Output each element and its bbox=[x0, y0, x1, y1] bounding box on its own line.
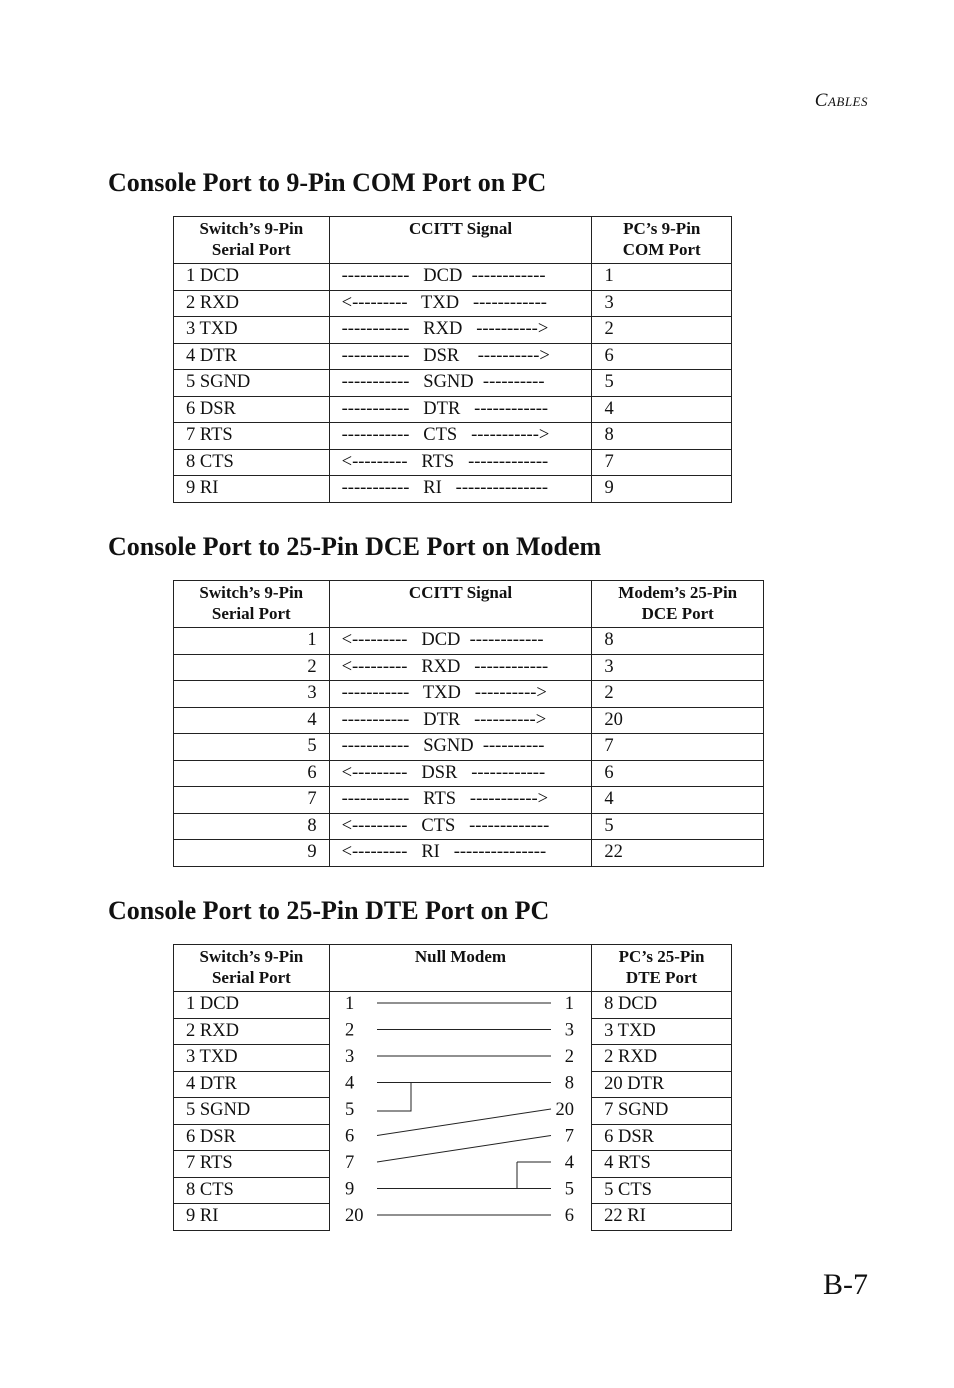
wire-4-loop-5 bbox=[377, 1083, 411, 1112]
running-header: Cables bbox=[814, 90, 868, 111]
pc-pin-cell: 5 CTS bbox=[592, 1177, 732, 1204]
null-modem-right-pin: 1 bbox=[564, 994, 574, 1014]
table-row bbox=[174, 707, 764, 734]
remote-pin-cell: 2 bbox=[592, 681, 764, 708]
null-modem-right-pin: 3 bbox=[564, 1020, 574, 1041]
switch-pin-cell: 7 RTS bbox=[174, 423, 330, 450]
page-number: B-7 bbox=[823, 1268, 868, 1301]
table-row bbox=[174, 734, 764, 761]
table-row bbox=[174, 449, 732, 476]
switch-pin-cell: 8 bbox=[174, 813, 330, 840]
remote-pin-cell: 4 bbox=[592, 787, 764, 814]
signal-cell: <--------- TXD ------------ bbox=[329, 290, 592, 317]
null-modem-wiring-diagram bbox=[331, 992, 590, 1230]
switch-pin-cell: 7 RTS bbox=[174, 1151, 330, 1178]
switch-pin-cell: 3 TXD bbox=[174, 1045, 330, 1072]
signal-cell: ----------- RI --------------- bbox=[329, 476, 592, 503]
switch-pin-cell: 1 DCD bbox=[174, 992, 330, 1019]
switch-pin-cell: 3 TXD bbox=[174, 317, 330, 344]
remote-pin-cell: 6 bbox=[592, 343, 732, 370]
signal-cell: <--------- DCD ------------ bbox=[329, 628, 592, 655]
signal-cell: ----------- SGND ---------- bbox=[329, 370, 592, 397]
switch-pin-cell: 9 bbox=[174, 840, 330, 867]
remote-pin-cell: 1 bbox=[592, 264, 732, 291]
switch-pin-cell: 4 bbox=[174, 707, 330, 734]
signal-cell: <--------- RTS ------------- bbox=[329, 449, 592, 476]
pc-pin-cell: 3 TXD bbox=[592, 1018, 732, 1045]
switch-pin-cell: 3 bbox=[174, 681, 330, 708]
header-switch-port: Switch’s 9-Pin Serial Port bbox=[174, 217, 330, 264]
wire-7-7 bbox=[377, 1136, 551, 1163]
switch-pin-cell: 8 CTS bbox=[174, 1177, 330, 1204]
remote-pin-cell: 20 bbox=[592, 707, 764, 734]
table-row bbox=[174, 343, 732, 370]
switch-pin-cell: 4 DTR bbox=[174, 1071, 330, 1098]
table-row bbox=[174, 370, 732, 397]
remote-pin-cell: 7 bbox=[592, 734, 764, 761]
remote-pin-cell: 2 bbox=[592, 317, 732, 344]
null-modem-left-pin: 6 bbox=[345, 1126, 355, 1147]
null-modem-left-pin: 20 bbox=[345, 1206, 364, 1226]
signal-cell: ----------- TXD ----------> bbox=[329, 681, 592, 708]
remote-pin-cell: 8 bbox=[592, 423, 732, 450]
table-row bbox=[174, 264, 732, 291]
switch-pin-cell: 1 DCD bbox=[174, 264, 330, 291]
pc-pin-cell: 22 RI bbox=[592, 1204, 732, 1231]
com-9pin-table bbox=[173, 216, 732, 503]
signal-cell: ----------- RTS -----------> bbox=[329, 787, 592, 814]
switch-pin-cell: 8 CTS bbox=[174, 449, 330, 476]
switch-pin-cell: 5 SGND bbox=[174, 1098, 330, 1125]
null-modem-left-pin: 7 bbox=[345, 1153, 355, 1173]
switch-pin-cell: 6 DSR bbox=[174, 396, 330, 423]
signal-cell: ----------- DTR ----------> bbox=[329, 707, 592, 734]
table-row bbox=[174, 840, 764, 867]
remote-pin-cell: 5 bbox=[592, 370, 732, 397]
header-pc-com-port: PC’s 9-Pin COM Port bbox=[592, 217, 732, 264]
switch-pin-cell: 7 bbox=[174, 787, 330, 814]
signal-cell: <--------- RI --------------- bbox=[329, 840, 592, 867]
null-modem-right-pin: 7 bbox=[564, 1126, 574, 1147]
pc-pin-cell: 20 DTR bbox=[592, 1071, 732, 1098]
null-modem-left-pin: 9 bbox=[345, 1179, 355, 1200]
switch-pin-cell: 9 RI bbox=[174, 476, 330, 503]
remote-pin-cell: 3 bbox=[592, 654, 764, 681]
section-title-dce-25pin: Console Port to 25-Pin DCE Port on Modem bbox=[108, 532, 602, 561]
header-pc-dte-port: PC’s 25-Pin DTE Port bbox=[592, 945, 732, 992]
section-title-com-9pin: Console Port to 9-Pin COM Port on PC bbox=[108, 168, 547, 197]
null-modem-right-pin: 6 bbox=[564, 1206, 574, 1226]
pc-pin-cell: 7 SGND bbox=[592, 1098, 732, 1125]
null-modem-wires bbox=[377, 1003, 551, 1215]
wire-6-20 bbox=[377, 1109, 551, 1136]
table-row bbox=[174, 628, 764, 655]
signal-cell: <--------- RXD ------------ bbox=[329, 654, 592, 681]
signal-cell: ----------- DTR ------------ bbox=[329, 396, 592, 423]
pc-pin-cell: 2 RXD bbox=[592, 1045, 732, 1072]
header-modem-dce-port: Modem’s 25-Pin DCE Port bbox=[592, 581, 764, 628]
null-modem-right-pin: 2 bbox=[564, 1047, 574, 1067]
pc-pin-cell: 8 DCD bbox=[592, 992, 732, 1019]
null-modem-left-pin: 4 bbox=[345, 1073, 355, 1094]
signal-cell: ----------- RXD ----------> bbox=[329, 317, 592, 344]
table-row bbox=[174, 476, 732, 503]
table-row bbox=[174, 423, 732, 450]
remote-pin-cell: 9 bbox=[592, 476, 732, 503]
table-row bbox=[174, 317, 732, 344]
null-modem-right-pin: 20 bbox=[555, 1100, 574, 1120]
remote-pin-cell: 8 bbox=[592, 628, 764, 655]
header-switch-port: Switch’s 9-Pin Serial Port bbox=[174, 581, 330, 628]
null-modem-left-pin: 1 bbox=[345, 994, 355, 1014]
header-ccitt-signal: CCITT Signal bbox=[329, 217, 592, 264]
switch-pin-cell: 6 bbox=[174, 760, 330, 787]
section-title-dte-25pin: Console Port to 25-Pin DTE Port on PC bbox=[108, 896, 550, 925]
switch-pin-cell: 4 DTR bbox=[174, 343, 330, 370]
signal-cell: ----------- SGND ---------- bbox=[329, 734, 592, 761]
null-modem-right-pin: 8 bbox=[564, 1073, 574, 1094]
dce-25pin-table bbox=[173, 580, 764, 867]
signal-cell: <--------- DSR ------------ bbox=[329, 760, 592, 787]
signal-cell: ----------- DCD ------------ bbox=[329, 264, 592, 291]
switch-pin-cell: 9 RI bbox=[174, 1204, 330, 1231]
null-modem-left-pin: 3 bbox=[345, 1047, 355, 1067]
switch-pin-cell: 5 bbox=[174, 734, 330, 761]
table-header-row bbox=[174, 945, 732, 992]
remote-pin-cell: 6 bbox=[592, 760, 764, 787]
remote-pin-cell: 5 bbox=[592, 813, 764, 840]
table-row bbox=[174, 290, 732, 317]
table-header-row bbox=[174, 217, 732, 264]
signal-cell: <--------- CTS ------------- bbox=[329, 813, 592, 840]
signal-cell: ----------- CTS -----------> bbox=[329, 423, 592, 450]
table-row bbox=[174, 654, 764, 681]
switch-pin-cell: 5 SGND bbox=[174, 370, 330, 397]
pc-pin-cell: 4 RTS bbox=[592, 1151, 732, 1178]
remote-pin-cell: 4 bbox=[592, 396, 732, 423]
header-ccitt-signal: CCITT Signal bbox=[329, 581, 592, 628]
remote-pin-cell: 3 bbox=[592, 290, 732, 317]
remote-pin-cell: 7 bbox=[592, 449, 732, 476]
null-modem-left-pin: 5 bbox=[345, 1100, 355, 1120]
switch-pin-cell: 2 bbox=[174, 654, 330, 681]
signal-cell: ----------- DSR ----------> bbox=[329, 343, 592, 370]
table-header-row bbox=[174, 581, 764, 628]
table-row bbox=[174, 787, 764, 814]
switch-pin-cell: 6 DSR bbox=[174, 1124, 330, 1151]
header-switch-port: Switch’s 9-Pin Serial Port bbox=[174, 945, 330, 992]
switch-pin-cell: 2 RXD bbox=[174, 290, 330, 317]
table-row bbox=[174, 681, 764, 708]
null-modem-left-pin: 2 bbox=[345, 1020, 355, 1041]
pc-pin-cell: 6 DSR bbox=[592, 1124, 732, 1151]
remote-pin-cell: 22 bbox=[592, 840, 764, 867]
table-row bbox=[174, 813, 764, 840]
table-row bbox=[174, 760, 764, 787]
header-null-modem: Null Modem bbox=[329, 945, 591, 992]
table-row bbox=[174, 396, 732, 423]
switch-pin-cell: 1 bbox=[174, 628, 330, 655]
null-modem-right-pin: 4 bbox=[564, 1153, 574, 1173]
null-modem-right-pin: 5 bbox=[564, 1179, 574, 1200]
switch-pin-cell: 2 RXD bbox=[174, 1018, 330, 1045]
